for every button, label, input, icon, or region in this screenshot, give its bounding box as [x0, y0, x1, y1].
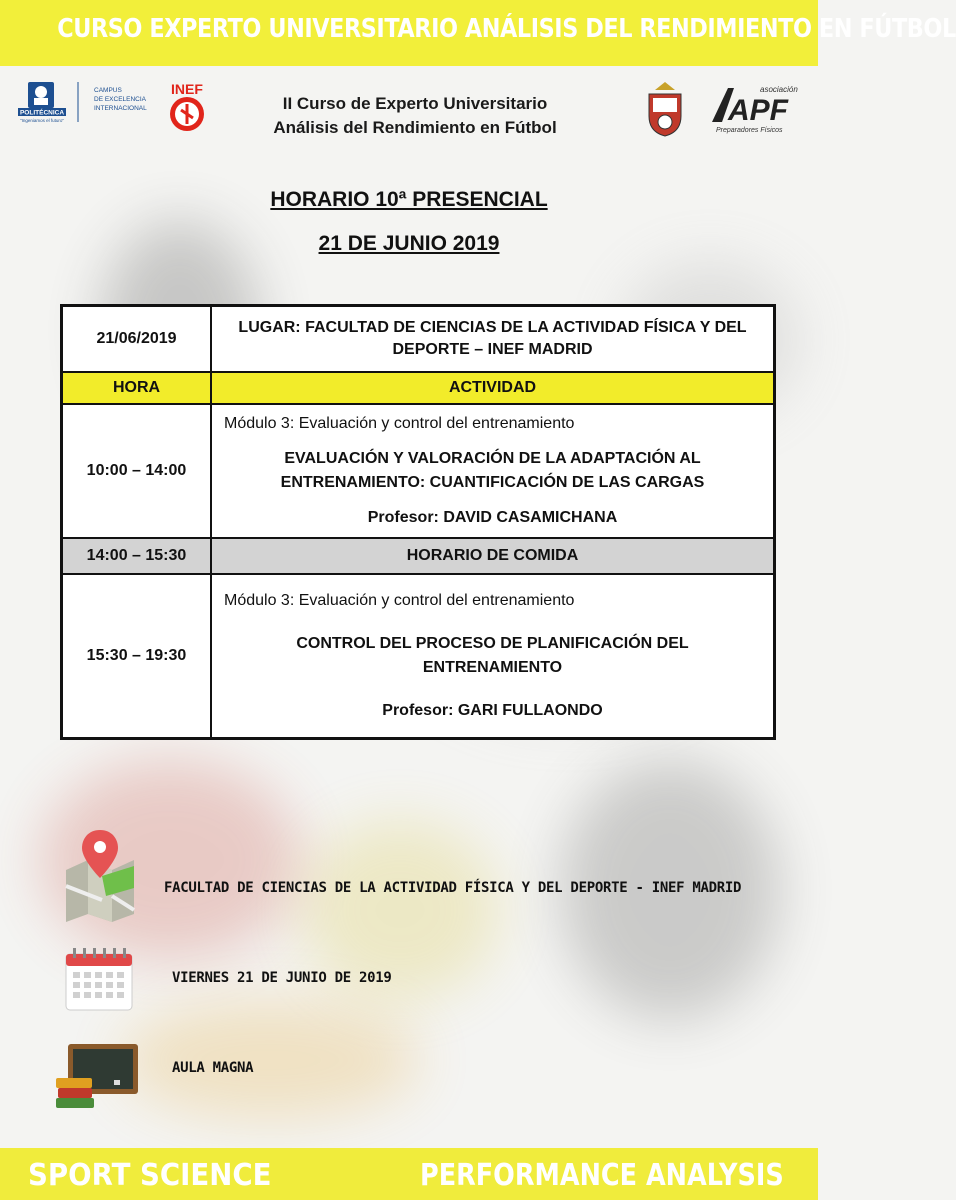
campus-line-2: DE EXCELENCIA: [94, 96, 147, 103]
apf-text: APF: [728, 94, 788, 127]
table-header-row: [62, 372, 775, 404]
table-row: [62, 306, 775, 373]
course-header: [240, 92, 590, 140]
campus-line-3: INTERNACIONAL: [94, 105, 147, 112]
professor-name: Profesor: DAVID CASAMICHANA: [367, 509, 618, 526]
table-row: [62, 574, 775, 739]
module-label: Módulo 3: Evaluación y control del entrenamiento: [224, 592, 575, 609]
activity-title-line-2: ENTRENAMIENTO: CUANTIFICACIÓN DE LAS CARGAS: [280, 474, 705, 491]
upm-name: POLITÉCNICA: [19, 109, 65, 117]
schedule-date-title: 21 DE JUNIO 2019: [318, 232, 500, 255]
campus-line-1: CAMPUS: [94, 87, 122, 94]
upm-tagline: "Ingeniamos el futuro": [20, 118, 64, 123]
calendar-icon: [64, 946, 134, 1017]
activity-title-line-1: CONTROL DEL PROCESO DE PLANIFICACIÓN DEL: [296, 635, 689, 652]
bottom-banner: [0, 1148, 818, 1200]
activity-cell: [211, 404, 775, 538]
schedule-title: HORARIO 10ª PRESENCIAL: [270, 188, 548, 211]
table-row: [62, 538, 775, 574]
course-header-line-1: II Curso de Experto Universitario: [282, 94, 548, 113]
location-text: LUGAR: FACULTAD DE CIENCIAS DE LA ACTIVIDAD FÍSICA Y DEL DEPORTE – INEF MADRID: [238, 319, 747, 358]
bottom-banner-left-text: SPORT SCIENCE: [28, 1158, 272, 1193]
time-cell: 15:30 – 19:30: [62, 574, 212, 739]
location-info-text: FACULTAD DE CIENCIAS DE LA ACTIVIDAD FÍSICA Y DEL DEPORTE - INEF MADRID: [164, 880, 742, 896]
activity-title-line-1: EVALUACIÓN Y VALORACIÓN DE LA ADAPTACIÓN AL: [284, 450, 701, 467]
map-pin-icon: [62, 826, 138, 927]
blackboard-icon: [52, 1040, 142, 1115]
location-cell: [211, 306, 775, 373]
date-info-text: VIERNES 21 DE JUNIO DE 2019: [172, 970, 392, 986]
column-header-hora: HORA: [62, 372, 212, 404]
time-cell: 10:00 – 14:00: [62, 404, 212, 538]
apf-logo: [708, 82, 804, 138]
date-cell: 21/06/2019: [62, 306, 212, 373]
inef-logo: [166, 80, 208, 136]
federation-crest-logo: [645, 80, 685, 138]
table-row: [62, 404, 775, 538]
activity-title-line-2: ENTRENAMIENTO: [422, 659, 563, 676]
activity-cell: [211, 574, 775, 739]
lunch-cell: HORARIO DE COMIDA: [211, 538, 775, 574]
top-banner: [0, 0, 956, 66]
time-cell: 14:00 – 15:30: [62, 538, 212, 574]
column-header-actividad: ACTIVIDAD: [211, 372, 775, 404]
apf-small-text: asociación: [760, 85, 798, 94]
professor-name: Profesor: GARI FULLAONDO: [382, 702, 603, 719]
course-header-line-2: Análisis del Rendimiento en Fútbol: [273, 118, 557, 137]
inef-logo-text: INEF: [171, 81, 203, 97]
room-info-text: AULA MAGNA: [172, 1060, 254, 1076]
bottom-banner-right-text: PERFORMANCE ANALYSIS: [420, 1158, 784, 1193]
apf-subtitle: Preparadores Físicos: [716, 127, 783, 134]
schedule-table: [60, 304, 776, 740]
upm-logo: [16, 80, 176, 124]
top-banner-text: CURSO EXPERTO UNIVERSITARIO ANÁLISIS DEL RENDIMIENTO EN FÚTBOL: [57, 14, 956, 44]
module-label: Módulo 3: Evaluación y control del entrenamiento: [224, 415, 575, 432]
